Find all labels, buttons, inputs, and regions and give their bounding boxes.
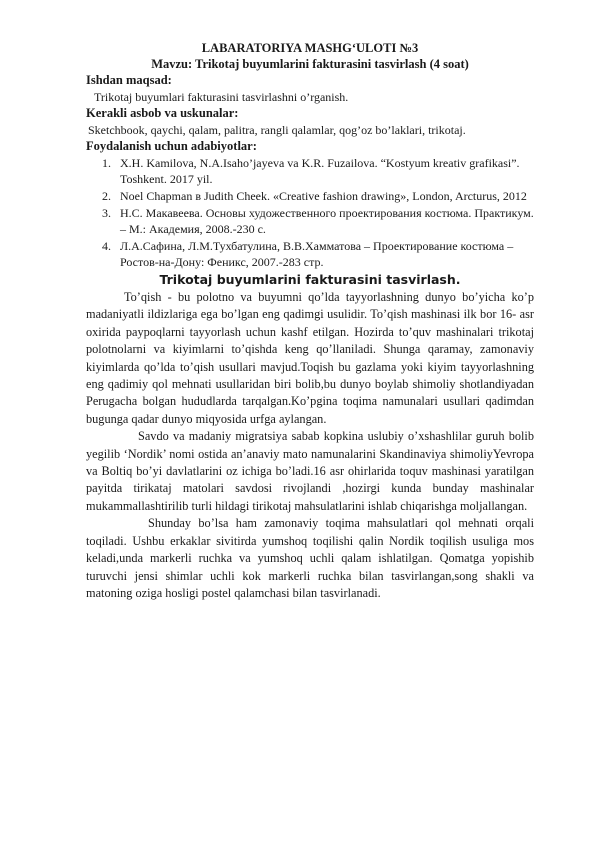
goal-text: Trikotaj buyumlari fakturasini tasvirlashni o’rganish. bbox=[94, 90, 349, 104]
literature-item: 4. Л.А.Сафина, Л.М.Тухбатулина, В.В.Хамматова – Проектирование костюма – Ростов-на-Дону: Феникс, 2007.-283 стр. bbox=[114, 238, 534, 270]
literature-item: 1. X.H. Kamilova, N.A.Isaho’jayeva va K.R. Fuzailova. “Kostyum kreativ grafikasi”. Toshkent. 2017 yil. bbox=[114, 155, 534, 187]
literature-list bbox=[86, 155, 534, 270]
body-paragraph: Shunday bo’lsa ham zamonaviy toqima mahsulatlari qol mehnati orqali toqiladi. Ushbu erkaklar sivitirda yumshoq toqilishi qalin Nordik toqilish usuliga mos keladi,unda markerli ruchka va yumshoq uchli qalam ishlatilgan. Qomatga yopishib turuvchi jensi shimlar uchli kok markerli ruchka bilan tasvirlangan,song shakli va matoning oziga hosligi postel qalamchasi bilan tasvirlanadi. bbox=[86, 516, 534, 600]
literature-item: 2. Noel Chapman в Judith Cheek. «Creative fashion drawing», London, Arcturus, 2012 bbox=[114, 188, 534, 204]
body-paragraph: To’qish - bu polotno va buyumni qo’lda tayyorlashning dunyo bo’yicha ko’p madaniyatli ildizlariga ega bo’lgan eng qadimgi usulidir. To’qish mashinasi ilk bor 16- asr oxirida paypoqlarni tayyorlash uchun kashf etilgan. Hozirda to’quv mashinalari trikotaj polotnolarni va kiyimlarni to’qishda keng qo’llaniladi. Shunga qaramay, zamonaviy kiyimlarda qo’lda to’qish usullari mavjud.Toqish bu gazlama yoki kiyim tayyorlashning eng qadimiy qol mehnati usullaridan biri bolib,bu dunyo boylab shimoliy shotlandiyadan Perugacha bolgan hududlarda tarqalgan.Ko’pgina toqima namunalari usullari qadimdan bugunga qadar dunyo miqyosida urfga aylangan. bbox=[86, 290, 534, 426]
topic-line: Mavzu: Trikotaj buyumlarini fakturasini tasvirlash (4 soat) bbox=[151, 57, 469, 71]
body-paragraph: Savdo va madaniy migratsiya sabab kopkina uslubiy o’xshashlilar guruh bolib yegilib ‘Nordik’ nomi ostida an’anaviy mato namunalarini Skandinaviya shimoliyYevropa va Boltiq bo’yi davlatlarini oz ichiga bo’ladi.16 asr ohirlarida toquv mashinasi yaratilgan payitda tirikataj matolari savdosi rivojlandi ,hozirgi kunda bunday mashinalar mukammallashtirilib turli hildagi tirikotaj mahsulatlarini ishlab chiqarishga moljallangan. bbox=[86, 429, 534, 513]
literature-item: 3. Н.С. Макавеева. Основы художественного проектирования костюма. Практикум. – М.: Академия, 2008.-230 с. bbox=[114, 205, 534, 237]
goal-label: Ishdan maqsad: bbox=[86, 73, 172, 87]
lab-title: LABARATORIYA MASHG‘ULOTI №3 bbox=[201, 41, 419, 55]
tools-text: Sketchbook, qaychi, qalam, palitra, rangli qalamlar, qog’oz bo’laklari, trikotaj. bbox=[88, 123, 466, 137]
literature-label: Foydalanish uchun adabiyotlar: bbox=[86, 139, 257, 153]
tools-label: Kerakli asbob va uskunalar: bbox=[86, 106, 239, 120]
section-heading: Trikotaj buyumlarini fakturasini tasvirlash. bbox=[159, 272, 461, 287]
